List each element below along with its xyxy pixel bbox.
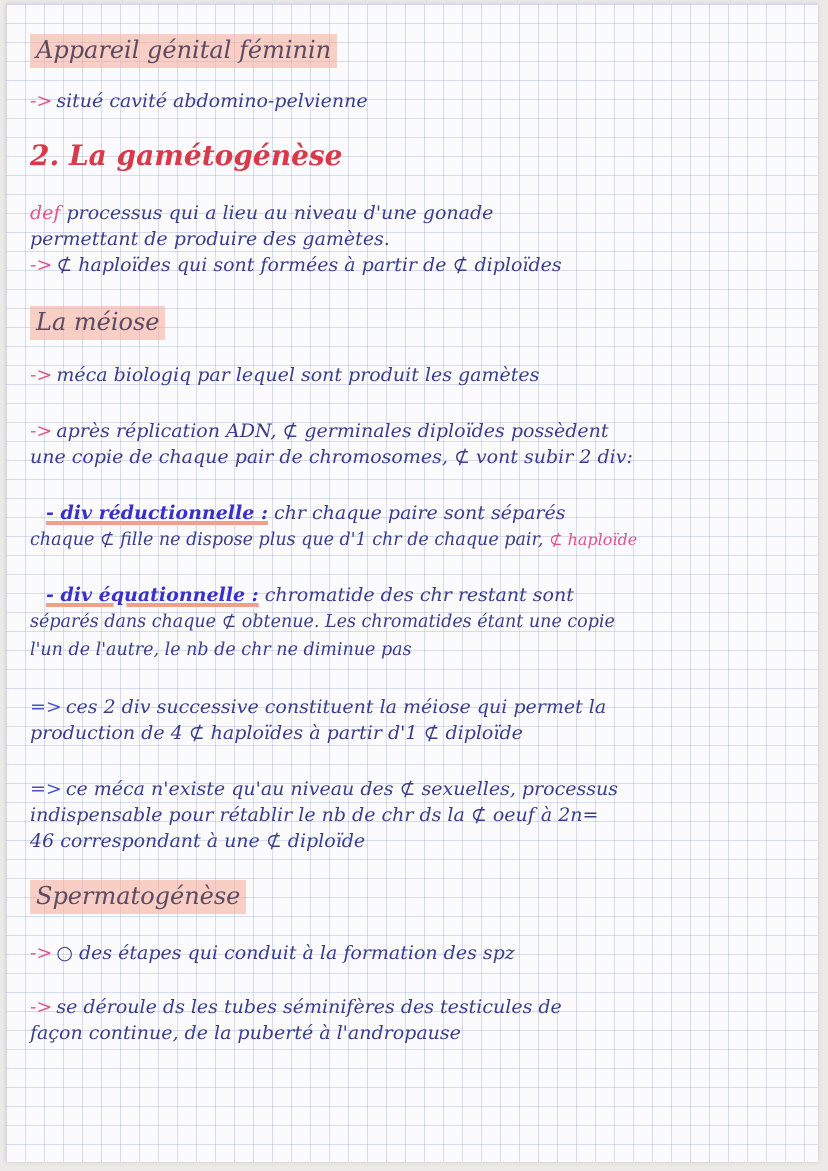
div-equationnelle-label: - div équationnelle : [46, 584, 259, 606]
section-title [30, 139, 804, 172]
div-reductionnelle-line-2 [30, 532, 804, 550]
conclusion-2-line-1 [30, 780, 804, 799]
note-text: ce méca n'existe qu'au niveau des ⊄ sexuelles, processus [65, 778, 618, 800]
page-title-text: Appareil génital féminin [30, 34, 337, 68]
definition-text-1: processus qui a lieu au niveau d'une gonade [66, 202, 494, 224]
note-text: méca biologiq par lequel sont produit les gamètes [56, 364, 540, 386]
notebook-page [6, 4, 818, 1162]
conclusion-2-line-2 [30, 806, 804, 825]
definition-line-2 [30, 230, 804, 249]
double-arrow-icon: => [30, 778, 62, 800]
arrow-icon: -> [30, 364, 53, 386]
page-title [30, 38, 804, 62]
meiose-heading [30, 310, 804, 334]
note-text: ces 2 div successive constituent la méiose qui permet la [65, 696, 607, 718]
conclusion-2-line-3 [30, 832, 804, 851]
div-reductionnelle-label: - div réductionnelle : [46, 502, 268, 524]
arrow-icon: -> [30, 254, 53, 276]
note-text: séparés dans chaque ⊄ obtenue. Les chromatides étant une copie [30, 612, 615, 632]
note-text: chr chaque paire sont séparés [274, 502, 566, 524]
definition-label: def [30, 202, 61, 224]
note-text: chaque ⊄ fille ne dispose plus que d'1 chr de chaque pair, [30, 530, 544, 550]
note-text: se déroule ds les tubes séminifères des testicules de [56, 996, 562, 1018]
note-text: après réplication ADN, ⊄ germinales diploïdes possèdent [56, 420, 609, 442]
note-line-meca [30, 366, 804, 385]
note-line-replication-2 [30, 448, 804, 467]
arrow-icon: -> [30, 420, 53, 442]
note-line-haploid [30, 256, 804, 275]
spermatogenese-heading [30, 884, 804, 908]
note-line-spz [30, 944, 804, 963]
note-text: l'un de l'autre, le nb de chr ne diminue pas [30, 640, 412, 660]
note-line-tubes-1 [30, 998, 804, 1017]
note-text: 46 correspondant à une ⊄ diploïde [30, 830, 366, 852]
div-equationnelle-line-2 [30, 614, 804, 632]
note-text: indispensable pour rétablir le nb de chr ds la ⊄ oeuf à 2n= [30, 804, 599, 826]
note-text: ○ des étapes qui conduit à la formation des spz [56, 942, 515, 964]
haploid-note: ⊄ haploïde [549, 530, 638, 549]
arrow-icon: -> [30, 996, 53, 1018]
definition-line-1 [30, 204, 804, 223]
meiose-heading-text: La méiose [30, 306, 165, 340]
div-equationnelle-line-3 [30, 642, 804, 660]
spermatogenese-heading-text: Spermatogénèse [30, 880, 246, 914]
section-title-text: 2. La gamétogénèse [30, 139, 343, 172]
conclusion-1-line-2 [30, 724, 804, 743]
arrow-icon: -> [30, 90, 53, 112]
note-text: situé cavité abdomino-pelvienne [56, 90, 368, 112]
note-text: façon continue, de la puberté à l'andropause [30, 1022, 461, 1044]
note-line-replication-1 [30, 422, 804, 441]
note-line-cavity [30, 92, 804, 111]
conclusion-1-line-1 [30, 698, 804, 717]
note-line-tubes-2 [30, 1024, 804, 1043]
arrow-icon: -> [30, 942, 53, 964]
double-arrow-icon: => [30, 696, 62, 718]
note-text: une copie de chaque pair de chromosomes, ⊄ vont subir 2 div: [30, 446, 633, 468]
note-text: chromatide des chr restant sont [264, 584, 574, 606]
div-reductionnelle-line-1 [46, 504, 804, 523]
definition-text-2: permettant de produire des gamètes. [30, 228, 390, 250]
div-equationnelle-line-1 [46, 586, 804, 605]
note-text: production de 4 ⊄ haploïdes à partir d'1 ⊄ diploïde [30, 722, 523, 744]
note-text: ⊄ haploïdes qui sont formées à partir de ⊄ diploïdes [56, 254, 562, 276]
